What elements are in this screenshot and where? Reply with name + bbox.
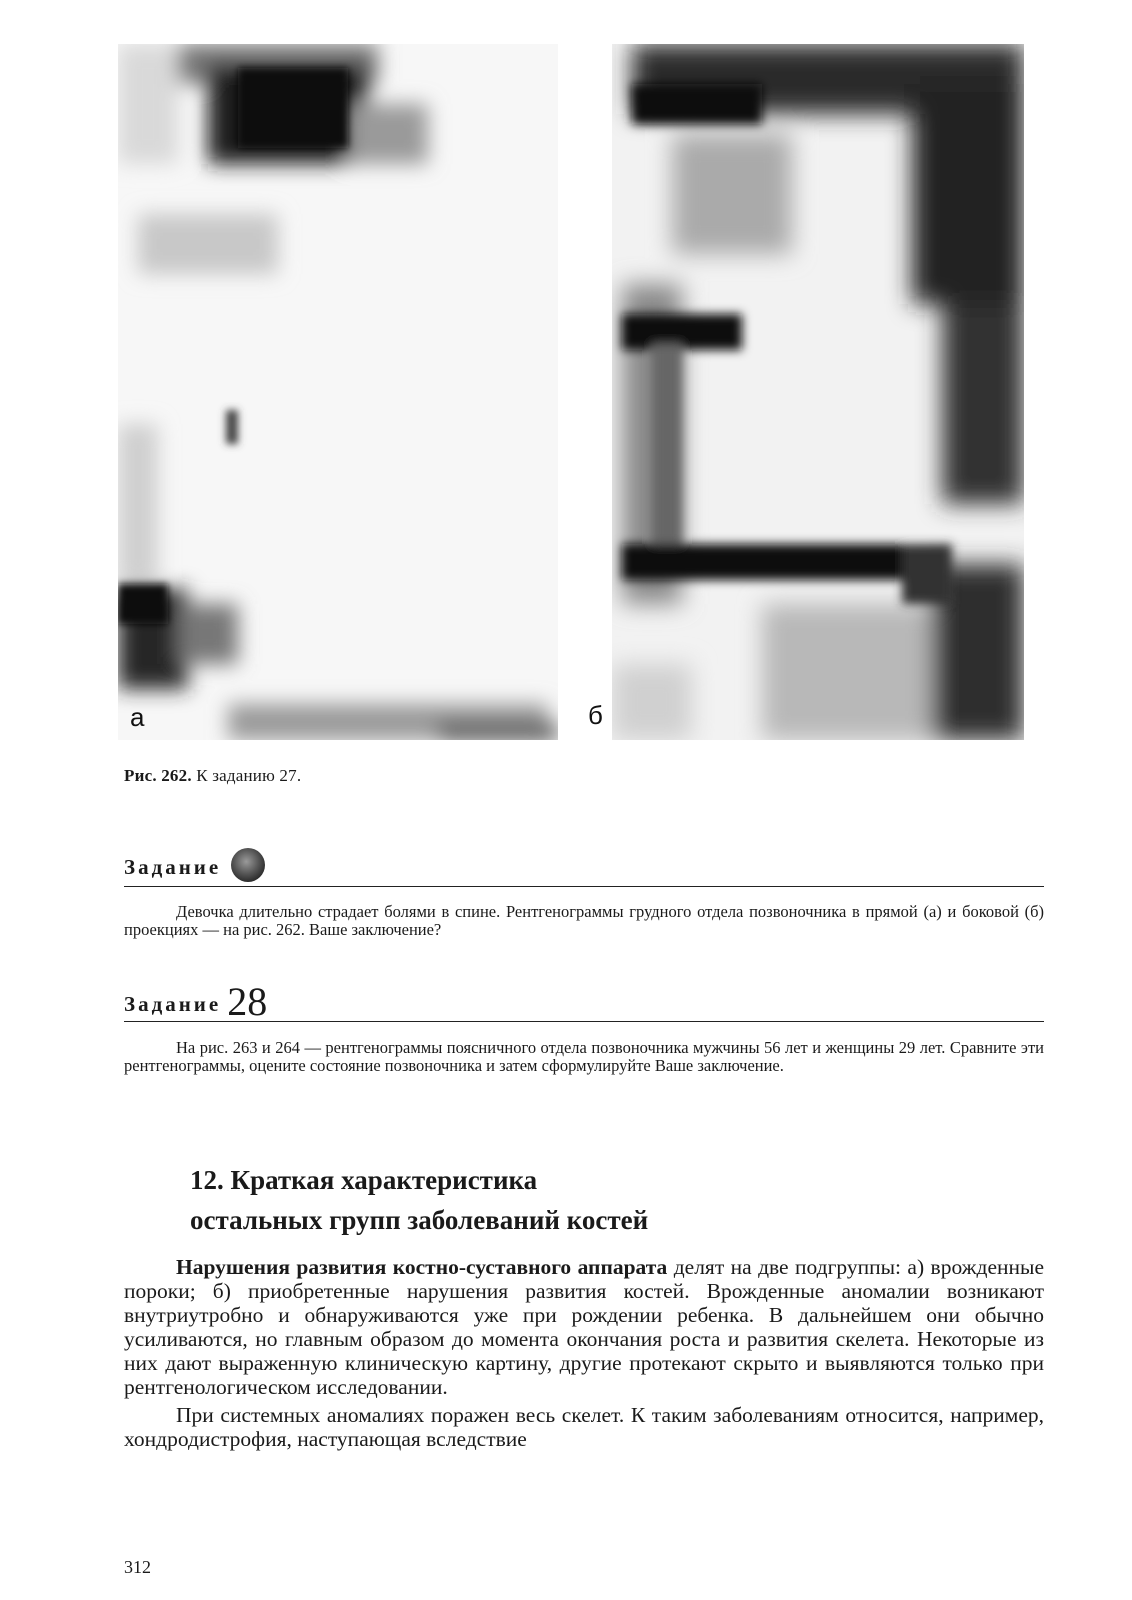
task-27-rule xyxy=(124,886,1044,887)
task-27-text-content: Девочка длительно страдает болями в спине. Рентгенограммы грудного отдела позвоночника в прямой (а) и боковой (б) проекциях — на рис. 262. Ваше заключение? xyxy=(124,902,1044,939)
task-28-number: 28 xyxy=(227,979,268,1024)
task-28-heading-label: Задание xyxy=(124,992,222,1016)
body-paragraph-2: При системных аномалиях поражен весь скелет. К таким заболеваниям относится, например, хондродистрофия, наступающая вследствие xyxy=(124,1403,1044,1451)
xray-b-graphic xyxy=(612,44,1024,740)
figure-label-a: а xyxy=(130,702,145,732)
page-number: 312 xyxy=(124,1557,151,1577)
task-28-rule xyxy=(124,1021,1044,1022)
section-title-line1: 12. Краткая характеристика xyxy=(190,1165,538,1195)
figure-label-b: б xyxy=(588,700,603,730)
figure-caption xyxy=(124,766,301,786)
body-paragraph-1 xyxy=(124,1255,1044,1399)
task-27-heading xyxy=(124,848,265,882)
section-body xyxy=(124,1255,1044,1451)
task-28-text-content: На рис. 263 и 264 — рентгенограммы поясничного отдела позвоночника мужчины 56 лет и женщины 29 лет. Сравните эти рентгенограммы, оцените состояние позвоночника и затем сформулируйте Ваше заключение. xyxy=(124,1038,1044,1075)
task-27-number-stamp xyxy=(231,848,265,882)
task-27-text xyxy=(124,903,1044,939)
xray-image-b xyxy=(612,44,1024,740)
task-28-heading xyxy=(124,978,267,1025)
figure-caption-text: К заданию 27. xyxy=(196,766,302,785)
body-paragraph-1-text: делят на две подгруппы: а) врожденные пороки; б) приобретенные нарушения развития костей. Врожденные аномалии возникают внутриутробно и обнаруживаются уже при рождении ребенка. В дальнейшем они обычно усиливаются, но главным образом до момента окончания роста и развития скелета. Некоторые из них дают выраженную клиническую картину, другие протекают скрыто и выявляются только при рентгенологическом исследовании. xyxy=(124,1255,1044,1399)
figure-caption-label: Рис. 262. xyxy=(124,766,192,785)
task-27-heading-label: Задание xyxy=(124,855,222,879)
body-paragraph-1-bold: Нарушения развития костно-суставного аппарата xyxy=(176,1255,668,1279)
section-title xyxy=(190,1160,648,1240)
xray-image-a xyxy=(118,44,558,740)
xray-a-graphic xyxy=(118,44,558,740)
section-title-line2: остальных групп заболеваний костей xyxy=(190,1205,649,1235)
task-28-text xyxy=(124,1039,1044,1075)
